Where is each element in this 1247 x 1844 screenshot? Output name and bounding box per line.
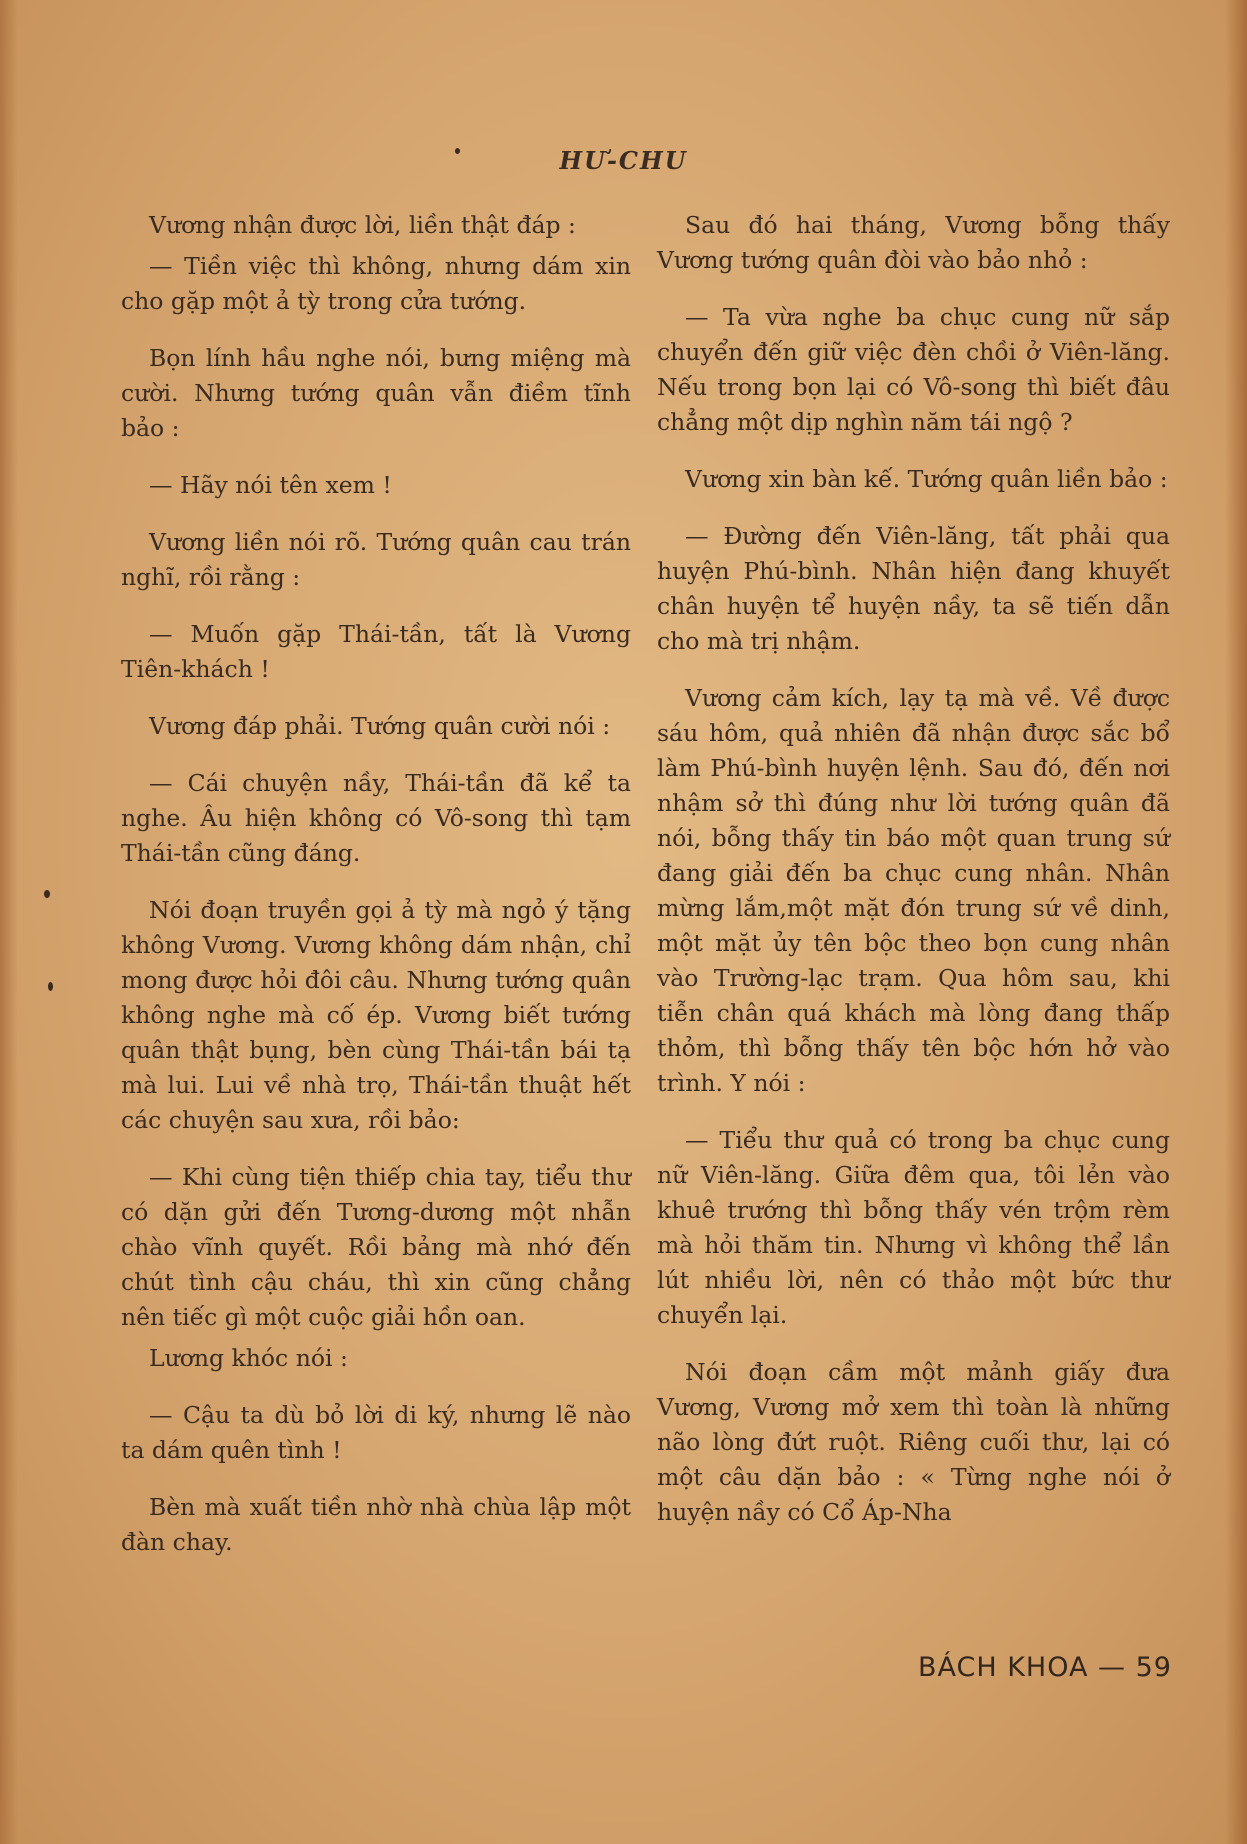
- paragraph: — Tiểu thư quả có trong ba chục cung nữ Viên-lăng. Giữa đêm qua, tôi lẻn vào khuê trướng thì bỗng thấy vén trộm rèm mà hỏi thăm tin. Nhưng vì không thể lần lút nhiều lời, nên có thảo một bức thư chuyển lại.: [657, 1126, 1170, 1329]
- ink-speck: [48, 982, 53, 991]
- paragraph: Vương đáp phải. Tướng quân cười nói :: [149, 712, 611, 740]
- right-column: [657, 208, 1170, 1552]
- paragraph: — Cái chuyện nầy, Thái-tần đã kể ta nghe. Âu hiện không có Vô-song thì tạm Thái-tần cũng đáng.: [121, 769, 631, 867]
- paragraph: — Ta vừa nghe ba chục cung nữ sắp chuyển đến giữ việc đèn chồi ở Viên-lăng. Nếu trong bọn lại có Vô-song thì biết đâu chẳng một dịp nghìn năm tái ngộ ?: [657, 303, 1170, 436]
- paragraph: Nói đoạn cầm một mảnh giấy đưa Vương, Vương mở xem thì toàn là những não lòng đứt ruột. Riêng cuối thư, lại có một câu dặn bảo : « Từng nghe nói ở huyện nầy có Cổ Áp-Nha: [657, 1358, 1170, 1526]
- paragraph: Vương xin bàn kế. Tướng quân liền bảo :: [685, 465, 1168, 493]
- paragraph: — Khi cùng tiện thiếp chia tay, tiểu thư có dặn gửi đến Tương-dương một nhẫn chào vĩnh quyết. Rồi bảng mà nhớ đến chút tình cậu cháu, thì xin cũng chẳng nên tiếc gì một cuộc giải hồn oan.: [121, 1163, 631, 1331]
- paragraph: — Tiền việc thì không, nhưng dám xin cho gặp một ả tỳ trong cửa tướng.: [121, 252, 631, 315]
- paragraph: Vương cảm kích, lạy tạ mà về. Về được sáu hôm, quả nhiên đã nhận được sắc bổ làm Phú-bình huyện lệnh. Sau đó, đến nơi nhậm sở thì đúng như lời tướng quân đã nói, bỗng thấy tin báo một quan trung sứ đang giải đến ba chục cung nhân. Nhân mừng lắm,một mặt đón trung sứ về dinh, một mặt ủy tên bộc theo bọn cung nhân vào Trường-lạc trạm. Qua hôm sau, khi tiễn chân quá khách mà lòng đang thấp thỏm, thì bỗng thấy tên bộc hớn hở vào trình. Y nói :: [657, 684, 1170, 1097]
- paragraph: — Muốn gặp Thái-tần, tất là Vương Tiên-khách !: [121, 620, 631, 683]
- left-column: [121, 208, 631, 1582]
- paragraph: Vương liền nói rõ. Tướng quân cau trán nghĩ, rồi rằng :: [121, 528, 631, 591]
- paragraph: Sau đó hai tháng, Vương bỗng thấy Vương tướng quân đòi vào bảo nhỏ :: [657, 211, 1170, 274]
- paragraph: Lương khóc nói :: [149, 1344, 348, 1372]
- page-edge-shadow-right: [1225, 0, 1247, 1844]
- paragraph: — Cậu ta dù bỏ lời di ký, nhưng lẽ nào ta dám quên tình !: [121, 1401, 631, 1464]
- page-footer: BÁCH KHOA — 59: [917, 1652, 1172, 1683]
- ink-speck: [44, 890, 50, 898]
- paragraph: — Hãy nói tên xem !: [149, 471, 392, 499]
- paragraph: Bèn mà xuất tiền nhờ nhà chùa lập một đàn chay.: [121, 1493, 631, 1556]
- paragraph: Vương nhận được lời, liền thật đáp :: [149, 211, 576, 239]
- paragraph: — Đường đến Viên-lăng, tất phải qua huyện Phú-bình. Nhân hiện đang khuyết chân huyện tể huyện nầy, ta sẽ tiến dẫn cho mà trị nhậm.: [657, 522, 1170, 655]
- paragraph: Bọn lính hầu nghe nói, bưng miệng mà cười. Nhưng tướng quân vẫn điềm tĩnh bảo :: [121, 344, 631, 442]
- paragraph: Nói đoạn truyền gọi ả tỳ mà ngỏ ý tặng không Vương. Vương không dám nhận, chỉ mong được hỏi đôi câu. Nhưng tướng quân không nghe mà cố ép. Vương biết tướng quân thật bụng, bèn cùng Thái-tần bái tạ mà lui. Lui về nhà trọ, Thái-tần thuật hết các chuyện sau xưa, rồi bảo:: [121, 896, 631, 1134]
- running-title: HƯ-CHU: [559, 146, 688, 175]
- page-edge-shadow-left: [0, 0, 18, 1844]
